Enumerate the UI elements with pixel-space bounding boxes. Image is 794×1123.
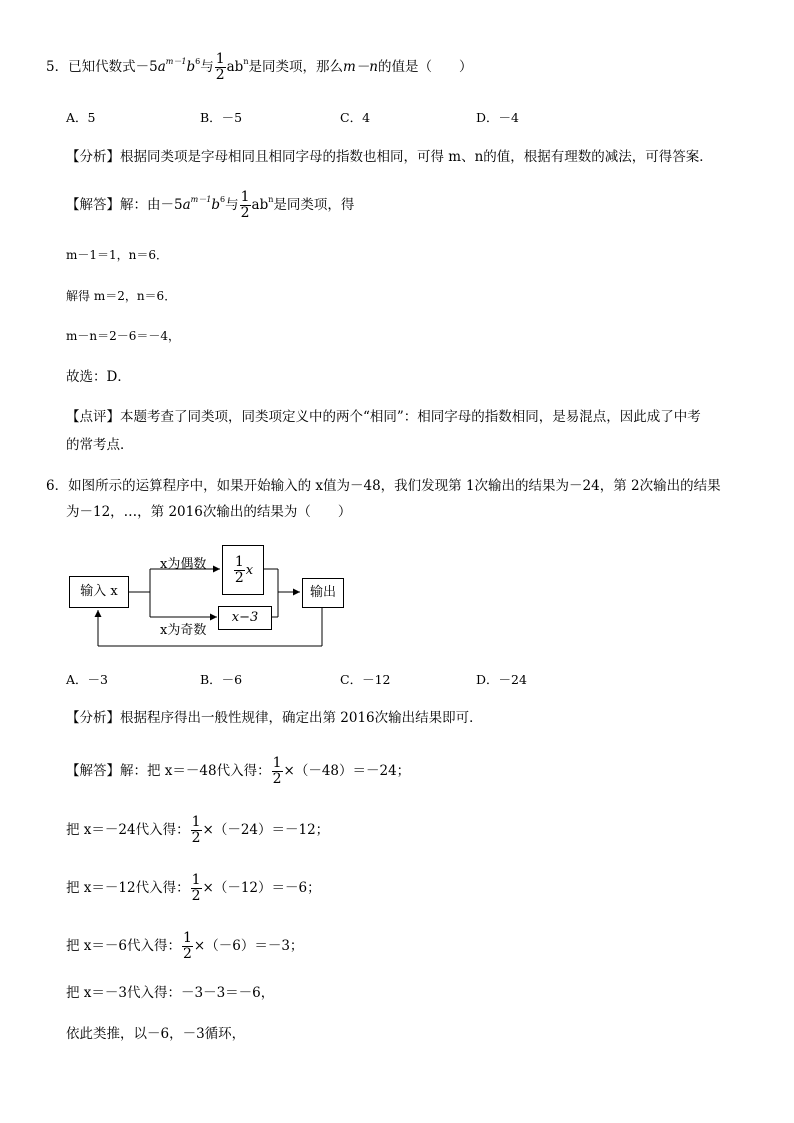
q6-solution-times: ×（－48）＝－24； bbox=[283, 763, 411, 779]
q6-sub-2 bbox=[66, 873, 321, 904]
q5-fraction bbox=[215, 52, 226, 83]
q6-sub-3-fraction bbox=[182, 931, 193, 962]
flowchart-half-box bbox=[222, 545, 264, 595]
q5-sol-exp-6: 6 bbox=[220, 195, 226, 204]
q6-sub-1-num: 1 bbox=[191, 814, 201, 830]
q5-option-a: A．5 bbox=[66, 110, 96, 125]
q6-sol-frac-den: 2 bbox=[272, 771, 282, 787]
flowchart-output-label: 输出 bbox=[309, 585, 336, 600]
q6-sub-2-prefix: 把 x＝－12代入得： bbox=[66, 880, 190, 896]
q5-stem-mid: 是同类项，那么 bbox=[248, 59, 343, 75]
q5-stem-ab: ab bbox=[226, 59, 244, 75]
q6-flowchart bbox=[60, 540, 360, 655]
q5-stem-and: 与 bbox=[200, 59, 214, 75]
q6-sub-1-times: ×（－24）＝－12； bbox=[202, 822, 330, 838]
q6-stem-line-2: 为－12，…，第 2016次输出的结果为（ ） bbox=[66, 504, 352, 520]
q5-sol-exp-n: n bbox=[268, 195, 274, 204]
q6-sub-2-num: 1 bbox=[191, 872, 201, 888]
flowchart-output-box bbox=[302, 578, 344, 608]
q5-stem-exp-n: n bbox=[243, 57, 249, 66]
flowchart-minus3-box bbox=[218, 606, 272, 630]
q5-comment-line-1 bbox=[66, 407, 701, 427]
q5-sol-a: a bbox=[182, 197, 191, 213]
q5-sol-and: 与 bbox=[225, 197, 239, 213]
q6-solution bbox=[66, 756, 410, 787]
q5-stem-end: 的值是（ ） bbox=[377, 59, 473, 75]
q5-stem-mn: m－n bbox=[342, 59, 378, 75]
flowchart-half-den: 2 bbox=[234, 569, 244, 586]
q6-sub-2-den: 2 bbox=[191, 888, 201, 904]
q5-stem-b: b bbox=[186, 59, 196, 75]
q6-analysis-tag: 【分析】 bbox=[66, 710, 120, 726]
q5-sol-ab: ab bbox=[251, 197, 269, 213]
q6-sub-3-den: 2 bbox=[183, 946, 192, 962]
q5-step-4: 故选：D． bbox=[66, 369, 131, 385]
q6-analysis-text: 根据程序得出一般性规律，确定出第 2016次输出结果即可． bbox=[120, 710, 483, 726]
q5-stem-exp-m: m－1 bbox=[165, 57, 187, 66]
q5-sol-frac-num: 1 bbox=[240, 189, 250, 205]
q6-sub-2-times: ×（－12）＝－6； bbox=[202, 880, 321, 896]
q6-option-b: B．－6 bbox=[200, 672, 243, 687]
q5-step-3: m－n＝2－6＝－4， bbox=[66, 329, 181, 343]
q6-sub-3 bbox=[66, 931, 303, 962]
q6-sub-4: 把 x＝－3代入得：－3－3＝－6， bbox=[66, 985, 275, 1001]
q5-solution-prefix: 解：由－5 bbox=[120, 197, 183, 213]
q5-step-1: m－1＝1，n＝6． bbox=[66, 248, 169, 262]
q6-solution-prefix: 解：把 x＝－48代入得： bbox=[120, 763, 271, 779]
q6-sub-3-prefix: 把 x＝－6代入得： bbox=[66, 938, 181, 954]
flowchart-input-box bbox=[69, 576, 129, 608]
flowchart-input-label: 输入 x bbox=[80, 584, 118, 599]
flowchart-half-fraction bbox=[234, 555, 245, 586]
q6-sol-frac-num: 1 bbox=[272, 755, 282, 771]
q6-sub-3-num: 1 bbox=[183, 930, 192, 946]
q5-analysis-tag: 【分析】 bbox=[66, 149, 120, 165]
q5-frac-num: 1 bbox=[215, 51, 225, 67]
q5-stem-prefix: 5．已知代数式－5 bbox=[46, 59, 158, 75]
q6-sol-fraction bbox=[272, 756, 283, 787]
q6-option-a: A．－3 bbox=[66, 672, 108, 687]
q6-sub-1 bbox=[66, 815, 329, 846]
q5-sol-b: b bbox=[211, 197, 220, 213]
q6-sub-1-prefix: 把 x＝－24代入得： bbox=[66, 822, 190, 838]
q5-frac-den: 2 bbox=[215, 67, 225, 83]
q5-option-b: B．－5 bbox=[200, 110, 243, 125]
q5-sol-exp-m: m－1 bbox=[190, 195, 212, 204]
q5-analysis-text: 根据同类项是字母相同且相同字母的指数也相同，可得 m、n的值，根据有理数的减法，可得答案． bbox=[120, 149, 713, 165]
q5-option-d: D．－4 bbox=[476, 110, 519, 125]
q5-step-2: 解得 m＝2，n＝6． bbox=[66, 289, 177, 303]
q6-solution-tag: 【解答】 bbox=[66, 763, 120, 779]
flowchart-odd-label: x为奇数 bbox=[160, 623, 207, 638]
q5-comment-text: 本题考查了同类项，同类项定义中的两个“相同”：相同字母的指数相同，是易混点，因此成了中考 bbox=[120, 409, 701, 425]
q5-option-c: C．4 bbox=[340, 110, 371, 125]
q5-solution bbox=[66, 190, 354, 221]
q6-conclusion: 依此类推，以－6，－3循环， bbox=[66, 1026, 246, 1042]
q5-analysis bbox=[66, 147, 713, 167]
flowchart-even-label: x为偶数 bbox=[160, 557, 207, 572]
q5-stem-a: a bbox=[157, 59, 166, 75]
flowchart-half-var: x bbox=[245, 562, 254, 578]
q5-comment-line-2: 的常考点． bbox=[66, 437, 134, 453]
flowchart-minus3-label: x−3 bbox=[231, 610, 259, 625]
q5-sol-fraction bbox=[240, 190, 251, 221]
q5-comment-tag: 【点评】 bbox=[66, 409, 120, 425]
flowchart-half-num: 1 bbox=[234, 553, 244, 570]
q5-sol-frac-den: 2 bbox=[240, 205, 250, 221]
q6-sub-1-fraction bbox=[191, 815, 202, 846]
q5-solution-end: 是同类项，得 bbox=[273, 197, 355, 213]
q6-option-d: D．－24 bbox=[476, 672, 527, 687]
q6-sub-1-den: 2 bbox=[191, 830, 201, 846]
q6-analysis bbox=[66, 708, 483, 728]
q5-stem bbox=[46, 52, 472, 83]
q6-sub-3-times: ×（－6）＝－3； bbox=[193, 938, 304, 954]
q6-option-c: C．－12 bbox=[340, 672, 391, 687]
q5-stem-exp-6: 6 bbox=[195, 57, 201, 66]
q5-solution-tag: 【解答】 bbox=[66, 197, 120, 213]
q6-stem-line-1: 6．如图所示的运算程序中，如果开始输入的 x值为－48，我们发现第 1次输出的结果为－24，第 2次输出的结果 bbox=[46, 478, 721, 494]
q6-sub-2-fraction bbox=[191, 873, 202, 904]
